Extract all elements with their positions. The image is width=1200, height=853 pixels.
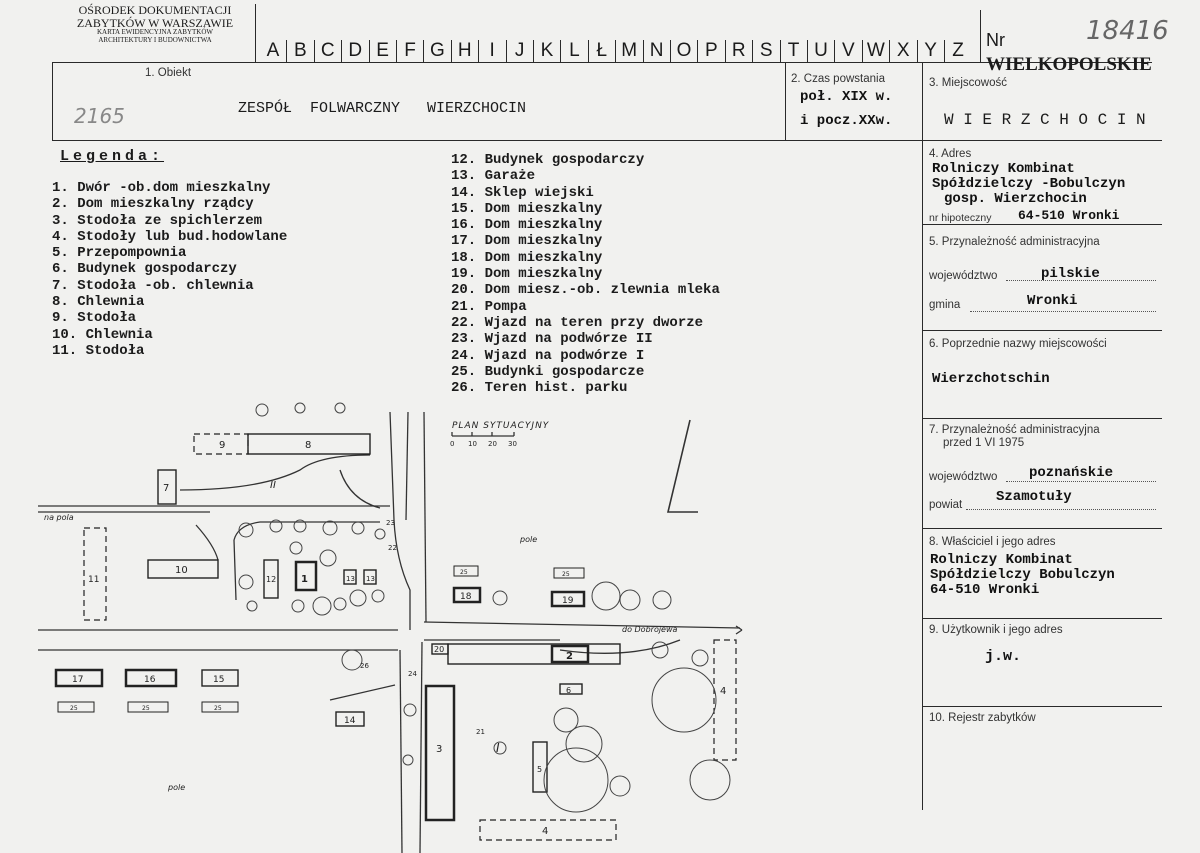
alphabet-separator: [752, 40, 753, 62]
label-3: 3: [436, 744, 443, 755]
alphabet-separator: [423, 40, 424, 62]
label-16: 16: [144, 675, 156, 685]
header-divider: [255, 4, 256, 62]
yard-label-1: I: [496, 741, 500, 755]
przed1975-label2: przed 1 VI 1975: [943, 437, 1025, 449]
adres-block: [932, 162, 1125, 207]
label-1: 1: [301, 574, 308, 585]
gmina-label: gmina: [929, 299, 961, 311]
alphabet-separator: [451, 40, 452, 62]
alphabet-separator: [944, 40, 945, 62]
legend-item: 9. Stodoła: [52, 310, 137, 327]
legend-item: 17. Dom mieszkalny: [451, 233, 603, 250]
rule-9: [922, 706, 1162, 707]
hip-value: 64-510 Wronki: [1018, 208, 1120, 223]
institution-line1: OŚRODEK DOKUMENTACJI: [78, 3, 232, 17]
legend-item: 5. Przepompownia: [52, 245, 187, 262]
alphabet-separator: [697, 40, 698, 62]
alphabet-letter: S: [759, 40, 773, 61]
woj-value: pilskie: [1041, 266, 1100, 282]
south-road-east: [420, 642, 422, 853]
alphabet-letter: Y: [924, 40, 937, 61]
legend-item: 19. Dom mieszkalny: [451, 266, 603, 283]
wlasciciel-label: 8. Właściciel i jego adres: [929, 536, 1056, 548]
hip-label: nr hipoteczny: [929, 212, 992, 224]
label-10: 10: [175, 565, 188, 576]
alphabet-separator: [533, 40, 534, 62]
building-4-east: [714, 640, 736, 760]
label-23: 23: [386, 519, 395, 527]
yard-label-2: II: [270, 480, 276, 491]
label-4b: 4: [542, 826, 549, 837]
alphabet-separator: [506, 40, 507, 62]
alphabet-letter: P: [705, 40, 718, 61]
legend-item: 4. Stodoły lub bud.hodowlane: [52, 228, 288, 245]
label-25a: 25: [70, 705, 78, 712]
alphabet-letter: Ł: [596, 40, 608, 61]
label-25b: 25: [142, 705, 150, 712]
alphabet-letter: I: [489, 40, 495, 61]
road-left-label: na pola: [44, 513, 74, 522]
alphabet-separator: [725, 40, 726, 62]
nr-label: Nr: [986, 30, 1005, 50]
label-22: 22: [388, 544, 397, 552]
wlasciciel-line2: Spółdzielczy Bobulczyn: [930, 567, 1115, 583]
label-9: 9: [219, 440, 226, 451]
alphabet-letter: J: [514, 40, 525, 61]
label-11: 11: [88, 575, 100, 585]
legend-item: 6. Budynek gospodarczy: [52, 261, 237, 278]
scale-30: 30: [508, 440, 517, 448]
alphabet-separator: [478, 40, 479, 62]
top-section-rule: [52, 140, 1162, 141]
legend-item: 20. Dom miesz.-ob. zlewnia mleka: [451, 282, 720, 299]
main-road-north-right: [424, 622, 740, 628]
alphabet-letter: Z: [952, 40, 964, 61]
legend-item: 12. Budynek gospodarczy: [451, 152, 645, 168]
label-21: 21: [476, 728, 485, 736]
wlasciciel-block: [930, 553, 1115, 598]
czas-label: 2. Czas powstania: [791, 73, 885, 85]
alphabet-letter: O: [676, 40, 692, 61]
alphabet-letter: H: [457, 40, 472, 61]
alphabet-separator: [369, 40, 370, 62]
powiat-dots: [966, 509, 1156, 510]
alphabet-separator: [670, 40, 671, 62]
courtyard-north: [234, 522, 380, 540]
alphabet-separator: [834, 40, 835, 62]
legend-item: 3. Stodoła ze spichlerzem: [52, 212, 263, 229]
gmina-dots: [970, 311, 1156, 312]
alphabet-separator: [615, 40, 616, 62]
legend-item: 11. Stodoła: [52, 342, 145, 359]
building-11: [84, 528, 106, 620]
czas-line2: i pocz.XXw.: [800, 113, 893, 129]
przynaleznosc-label: 5. Przynależność administracyjna: [929, 236, 1100, 248]
scale-0: 0: [450, 440, 455, 448]
obiekt-name: ZESPÓŁ FOLWARCZNY WIERZCHOCIN: [238, 100, 527, 117]
alphabet-separator: [862, 40, 863, 62]
alphabet-letter: W: [866, 40, 885, 61]
obiekt-label: 1. Obiekt: [145, 67, 192, 79]
label-25d: 25: [460, 569, 468, 576]
przed-woj-dots: [1006, 481, 1156, 482]
legend-item: 1. Dwór -ob.dom mieszkalny: [52, 180, 271, 196]
label-20: 20: [434, 645, 445, 654]
alphabet-separator: [588, 40, 589, 62]
north-arrow: [668, 420, 698, 512]
shop-road: [330, 685, 395, 700]
label-7: 7: [163, 483, 170, 494]
label-26: 26: [360, 662, 369, 670]
rule-6: [922, 418, 1162, 419]
rule-8: [922, 618, 1162, 619]
label-13a: 13: [346, 575, 355, 583]
institution-block: [60, 4, 250, 44]
legend-item: 14. Sklep wiejski: [451, 184, 594, 201]
institution-line3: KARTA EWIDENCYJNA ZABYTKÓW: [96, 28, 214, 37]
label-14: 14: [344, 716, 356, 726]
powiat-value: Szamotuły: [996, 489, 1072, 505]
label-24: 24: [408, 670, 417, 678]
field-label-1: pole: [520, 535, 538, 544]
site-plan: [0, 400, 922, 853]
przed-woj-value: poznańskie: [1029, 465, 1114, 481]
miejscowosc-value: W I E R Z C H O C I N: [944, 111, 1146, 129]
czas-line1: poł. XIX w.: [800, 89, 893, 105]
label-15: 15: [213, 675, 225, 685]
alphabet-letter: E: [376, 40, 389, 61]
adres-line3: gosp. Wierzchocin: [944, 191, 1087, 207]
region-stamp: WIELKOPOLSKIE: [986, 54, 1152, 75]
alphabet-letter: V: [842, 40, 855, 61]
legend-item: 23. Wjazd na podwórze II: [451, 331, 653, 348]
label-5: 5: [537, 765, 543, 774]
alphabet-separator: [780, 40, 781, 62]
alphabet-separator: [807, 40, 808, 62]
alphabet-separator: [560, 40, 561, 62]
south-road-west: [400, 650, 402, 853]
road-east-edge: [424, 412, 426, 622]
alphabet-letter: D: [348, 40, 363, 61]
label-18: 18: [460, 592, 472, 602]
legend-item: 13. Garaże: [451, 168, 536, 185]
alphabet-letter: B: [294, 40, 307, 61]
legend-column-2: [451, 152, 720, 396]
courtyard-west: [234, 540, 236, 600]
legend-item: 10. Chlewnia: [52, 326, 153, 343]
alphabet-separator: [341, 40, 342, 62]
legend-item: 25. Budynki gospodarcze: [451, 363, 645, 380]
wlasciciel-line1: Rolniczy Kombinat: [930, 552, 1073, 568]
alphabet-separator: [314, 40, 315, 62]
label-13b: 13: [366, 575, 375, 583]
nr-box-left: [980, 10, 981, 62]
adres-line2: Spółdzielczy -Bobulczyn: [932, 176, 1126, 192]
label-8: 8: [305, 440, 312, 451]
legend-item: 24. Wjazd na podwórze I: [451, 347, 645, 364]
label-17: 17: [72, 675, 84, 685]
alphabet-letter: R: [731, 40, 746, 61]
przed1975-label1: 7. Przynależność administracyjna: [929, 424, 1100, 436]
alphabet-separator: [889, 40, 890, 62]
rule-4: [922, 224, 1162, 225]
road-west-edge2: [406, 412, 408, 520]
alphabet-letter: N: [649, 40, 664, 61]
institution-line2: ZABYTKÓW W WARSZAWIE: [76, 15, 234, 30]
obiekt-number: 2165: [74, 104, 125, 128]
wlasciciel-line3: 64-510 Wronki: [930, 582, 1040, 598]
uzytkownik-label: 9. Użytkownik i jego adres: [929, 624, 1063, 636]
rejestr-label: 10. Rejestr zabytków: [929, 712, 1036, 724]
scale-20: 20: [488, 440, 497, 448]
field-label-2: pole: [168, 783, 186, 792]
label-25c: 25: [214, 705, 222, 712]
building-25-2-row: [448, 644, 620, 664]
road-right-label: do Dobrojewa: [622, 625, 678, 634]
legend-item: 21. Pompa: [451, 298, 527, 315]
legend-item: 26. Teren hist. parku: [451, 380, 628, 397]
alphabet-separator: [286, 40, 287, 62]
alphabet-letter: F: [404, 40, 416, 61]
alphabet-letter: U: [814, 40, 828, 61]
alphabet-letter: G: [430, 40, 445, 61]
powiat-label: powiat: [929, 499, 963, 511]
legend-item: 16. Dom mieszkalny: [451, 217, 603, 234]
alphabet-letter: T: [787, 40, 800, 61]
rule-5: [922, 330, 1162, 331]
label-19: 19: [562, 596, 574, 606]
poprzednie-value: Wierzchotschin: [932, 371, 1050, 387]
legend-item: 18. Dom mieszkalny: [451, 249, 603, 266]
rule-7: [922, 528, 1162, 529]
road-arrow: [736, 626, 742, 634]
yard2-east: [340, 470, 380, 508]
alphabet-letter: L: [569, 40, 580, 61]
label-25e: 25: [562, 571, 570, 578]
poprzednie-label: 6. Poprzednie nazwy miejscowości: [929, 338, 1107, 350]
legend-item: 7. Stodoła -ob. chlewnia: [52, 277, 254, 294]
label-6: 6: [566, 686, 572, 695]
right-column-divider: [922, 62, 923, 810]
nr-value: 18416: [1086, 16, 1169, 46]
legend-item: 2. Dom mieszkalny rządcy: [52, 196, 254, 213]
institution-line4: ARCHITEKTURY I BUDOWNICTWA: [98, 35, 212, 44]
uzytkownik-value: j.w.: [985, 648, 1022, 665]
plan-title: PLAN SYTUACYJNY: [452, 421, 550, 431]
label-12: 12: [266, 575, 277, 584]
legend-column-1: [52, 180, 287, 359]
alphabet-separator: [917, 40, 918, 62]
label-2: 2: [566, 651, 573, 662]
alphabet-letter: A: [266, 40, 280, 61]
legend-item: 22. Wjazd na teren przy dworze: [451, 314, 704, 331]
legend-item: 15. Dom mieszkalny: [451, 200, 603, 217]
legend-item: 8. Chlewnia: [52, 294, 145, 311]
label-4a: 4: [720, 686, 727, 697]
alphabet-letter: C: [320, 40, 335, 61]
adres-line1: Rolniczy Kombinat: [932, 161, 1075, 177]
alphabet-separator: [396, 40, 397, 62]
alphabet-separator: [643, 40, 644, 62]
woj-label: województwo: [929, 270, 998, 282]
przed-woj-label: województwo: [929, 471, 998, 483]
adres-label: 4. Adres: [929, 148, 972, 160]
miejscowosc-label: 3. Miejscowość: [929, 77, 1007, 89]
divider-czas: [785, 62, 786, 140]
frame-left: [52, 62, 53, 140]
scale-10: 10: [468, 440, 477, 448]
alphabet-letter: X: [896, 40, 910, 61]
legend-title: Legenda:: [60, 148, 165, 165]
gmina-value: Wronki: [1027, 293, 1078, 309]
alphabet-letter: K: [540, 40, 554, 61]
yard-lane: [196, 525, 218, 560]
alphabet-letter: M: [621, 40, 638, 61]
